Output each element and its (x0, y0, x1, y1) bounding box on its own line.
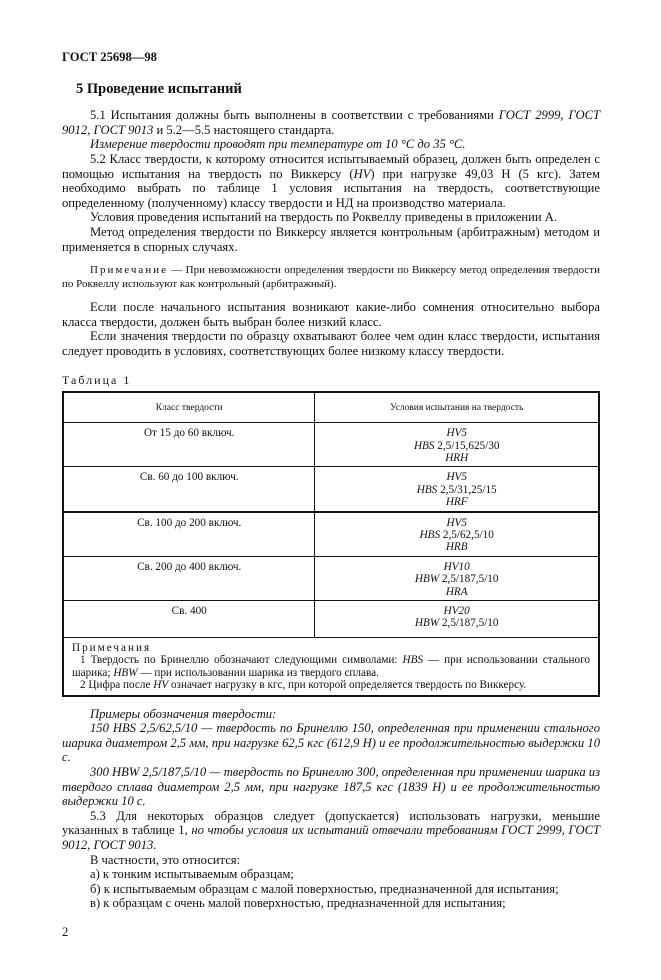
condition: HV5 (446, 427, 467, 440)
table-row (63, 512, 599, 557)
condition: 2,5/31,25/15 (437, 483, 497, 496)
test-conditions (315, 556, 599, 600)
condition: HRA (445, 585, 468, 598)
condition: HRF (445, 496, 468, 509)
table-row (63, 467, 599, 512)
paragraph-range: Если значения твердости по образцу охватывают более чем один класс твердости, испытания следует проводить в условиях, соответствующих более низкому классу твердости. (62, 329, 600, 358)
condition: HV5 (446, 516, 467, 529)
paragraph-particular: В частности, это относится: (90, 852, 241, 867)
test-conditions (315, 600, 599, 637)
table-note-1 (72, 654, 590, 679)
text: ) при нагрузке 49,03 Н (5 кгс). Затем необходимо выбрать по таблице 1 условия испытания на твердость, соответствующие определенному (полученному) классу твердости и НД на производство материала. (62, 166, 600, 210)
list (62, 867, 600, 911)
table-row (63, 600, 599, 637)
text-italic: HBW (113, 666, 138, 679)
test-conditions (315, 423, 599, 467)
table-notes-row (63, 637, 599, 695)
text: — при использовании шарика из твердого сплава. (137, 666, 379, 679)
note-text: — При невозможности определения твердости по Виккерсу метод определения твердости по Роквеллу используют как контрольный (арбитражный). (62, 264, 600, 291)
condition: 2,5/187,5/10 (439, 573, 499, 586)
column-header: Условия испытания на твердость (315, 392, 599, 423)
examples (62, 707, 600, 809)
test-conditions (315, 512, 599, 557)
condition: 2,5/187,5/10 (439, 617, 499, 630)
condition: HRB (445, 541, 468, 554)
text-italic: HV (153, 679, 169, 692)
text: 1 Твердость по Бринеллю обозначают следующими символами: (80, 654, 403, 667)
note-label: Примечание (90, 264, 168, 277)
section-title: 5 Проведение испытаний (76, 80, 242, 97)
text: 2 Цифра после (80, 679, 154, 692)
condition: 2,5/15,625/30 (434, 439, 500, 452)
condition: HBW (414, 573, 440, 586)
table-row (63, 423, 599, 467)
example-2: 300 HBW 2,5/187,5/10 — твердость по Бринеллю 300, определенная при применении шарика из твердого сплава диаметром 2,5 мм, при нагрузке 187,5 кгс (1839 Н) и ее продолжительностью выдержки 10 с. (62, 764, 600, 809)
hardness-class: Св. 100 до 200 включ. (63, 512, 315, 557)
condition: HV10 (443, 560, 470, 573)
test-conditions (315, 467, 599, 512)
text: 5.2 Класс твердости, к которому относится испытываемый образец, должен быть определен с помощью испытания на твердость по Виккерсу ( (62, 151, 600, 181)
paragraph-temperature: Измерение твердости проводят при температуре от 10 °С до 35 °С. (90, 137, 466, 152)
text-italic: HV (353, 166, 371, 181)
hardness-class: Св. 200 до 400 включ. (63, 556, 315, 600)
paragraph-rockwell: Условия проведения испытаний на твердость по Роквеллу приведены в приложении А. (90, 210, 558, 225)
paragraph-5-2 (62, 152, 600, 210)
text-italic: ГОСТ 2999, ГОСТ 9012, ГОСТ 9013 (62, 108, 600, 137)
table-notes (63, 637, 599, 695)
examples-title: Примеры обозначения твердости: (90, 706, 277, 721)
list-item: а) к тонким испытываемым образцам; (90, 867, 294, 882)
text: — при использовании стального шарика; (72, 654, 590, 679)
paragraph-5-3 (62, 809, 600, 853)
condition: HRH (445, 451, 469, 464)
column-header: Класс твердости (63, 392, 315, 423)
list-item: б) к испытываемым образцам с малой поверхностью, предназначенной для испытания; (90, 881, 559, 896)
hardness-table (62, 391, 600, 697)
text: означает нагрузку в кгс, при которой определяется твердость по Виккерсу. (168, 679, 527, 692)
hardness-class: Св. 400 (63, 600, 315, 637)
note (62, 263, 600, 291)
text: и 5.2—5.5 настоящего стандарта. (153, 122, 335, 137)
page-number: 2 (62, 924, 69, 939)
paragraph-doubt: Если после начального испытания возникают какие-либо сомнения относительно выбора класса твердости, должен быть выбран более низкий класс. (62, 300, 600, 329)
condition: HV5 (446, 471, 467, 484)
document-header: ГОСТ 25698—98 (62, 50, 157, 64)
paragraph-5-1 (62, 108, 600, 137)
table-row (63, 556, 599, 600)
condition: 2,5/62,5/10 (440, 528, 494, 541)
hardness-class: Св. 60 до 100 включ. (63, 467, 315, 512)
text-italic: HBS (402, 654, 424, 667)
hardness-class: От 15 до 60 включ. (63, 423, 315, 467)
condition: HBW (414, 617, 440, 630)
paragraph-method: Метод определения твердости по Виккерсу является контрольным (арбитражным) методом и применяется в спорных случаях. (62, 224, 600, 254)
table-caption: Таблица 1 (62, 372, 132, 387)
list-item: в) к образцам с очень малой поверхностью, предназначенной для испытания; (90, 896, 506, 911)
example-1: 150 HBS 2,5/62,5/10 — твердость по Бринеллю 150, определенная при применении стального шарика диаметром 2,5 мм, при нагрузке 62,5 кгс (612,9 Н) и ее продолжительностью выдержки 10 с. (62, 721, 600, 765)
condition: HBS (419, 528, 441, 541)
notes-label: Примечания (72, 641, 152, 654)
text: 5.3 Для некоторых образцов следует (допускается) использовать нагрузки, меньшие указанных в таблице 1, (62, 808, 600, 838)
condition: HBS (413, 439, 435, 452)
table-header-row (63, 392, 599, 423)
condition: HV20 (443, 604, 470, 617)
document-page (62, 0, 600, 980)
text-italic: но чтобы условия их испытаний отвечали требованиям ГОСТ 2999, ГОСТ 9012, ГОСТ 9013. (62, 823, 600, 852)
table-note-2 (72, 679, 590, 691)
condition: HBS (416, 483, 438, 496)
text: 5.1 Испытания должны быть выполнены в соответствии с требованиями (90, 108, 499, 123)
